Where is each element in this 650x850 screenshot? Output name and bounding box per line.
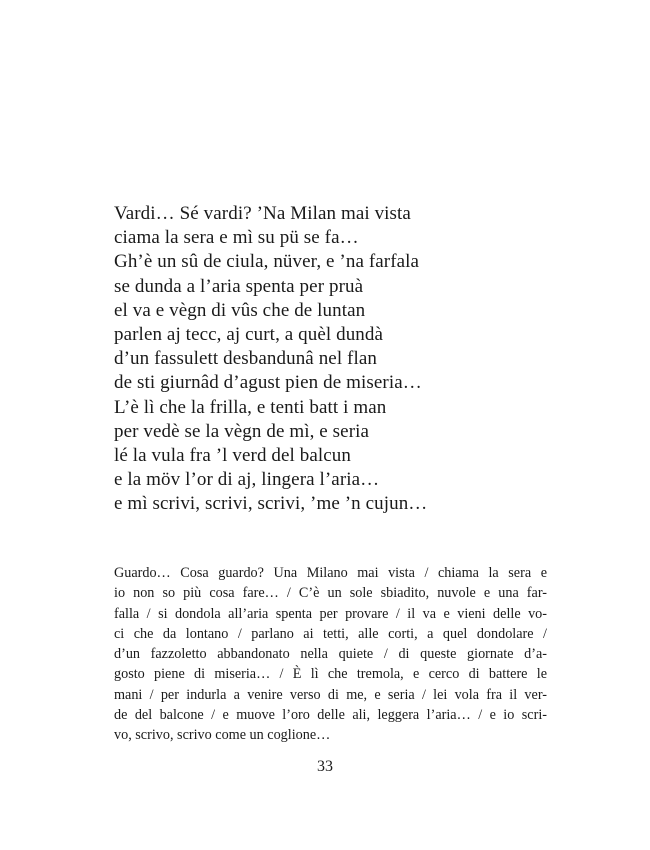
poem-line: L’è lì che la frilla, e tenti batt i man bbox=[114, 396, 387, 418]
translation-paragraph bbox=[114, 563, 547, 746]
translation-line: d’un fazzoletto abbandonato nella quiete / di queste giornate d’a- bbox=[114, 646, 547, 663]
translation-line: vo, scrivo, scrivo come un coglione… bbox=[114, 727, 331, 744]
poem-line: el va e vègn di vûs che de luntan bbox=[114, 299, 366, 321]
translation-line: ci che da lontano / parlano ai tetti, alle corti, a quel dondolare / bbox=[114, 625, 547, 642]
poem-line: per vedè se la vègn de mì, e seria bbox=[114, 420, 370, 442]
poem-line: Vardi… Sé vardi? ’Na Milan mai vista bbox=[114, 203, 411, 224]
page-number: 33 bbox=[317, 758, 333, 775]
translation-line: de del balcone / e muove l’oro delle ali, leggera l’aria… / e io scri- bbox=[114, 707, 547, 724]
poem-line: e mì scrivi, scrivi, scrivi, ’me ’n cujun… bbox=[114, 493, 428, 515]
poem-stanza bbox=[114, 202, 427, 517]
translation-line: mani / per indurla a venire verso di me, e seria / lei vola fra il ver- bbox=[114, 686, 547, 703]
poem-line: se dunda a l’aria spenta per pruà bbox=[114, 275, 364, 297]
poem-line: Gh’è un sû de ciula, nüver, e ’na farfala bbox=[114, 251, 420, 273]
poem-line: de sti giurnâd d’agust pien de miseria… bbox=[114, 372, 422, 394]
translation-line: Guardo… Cosa guardo? Una Milano mai vista / chiama la sera e bbox=[114, 565, 547, 581]
translation-line: falla / si dondola all’aria spenta per provare / il va e vieni delle vo- bbox=[114, 605, 547, 622]
poem-line: d’un fassulett desbandunâ nel flan bbox=[114, 348, 377, 370]
poem-line: parlen aj tecc, aj curt, a quèl dundà bbox=[114, 324, 384, 346]
poem-line: lé la vula fra ’l verd del balcun bbox=[114, 445, 351, 467]
translation-line: io non so più cosa fare… / C’è un sole sbiadito, nuvole e una far- bbox=[114, 585, 547, 602]
poem-line: ciama la sera e mì su pü se fa… bbox=[114, 227, 359, 249]
poem-line: e la möv l’or di aj, lingera l’aria… bbox=[114, 469, 380, 491]
translation-line: gosto piene di miseria… / È lì che tremola, e cerco di battere le bbox=[114, 666, 547, 683]
